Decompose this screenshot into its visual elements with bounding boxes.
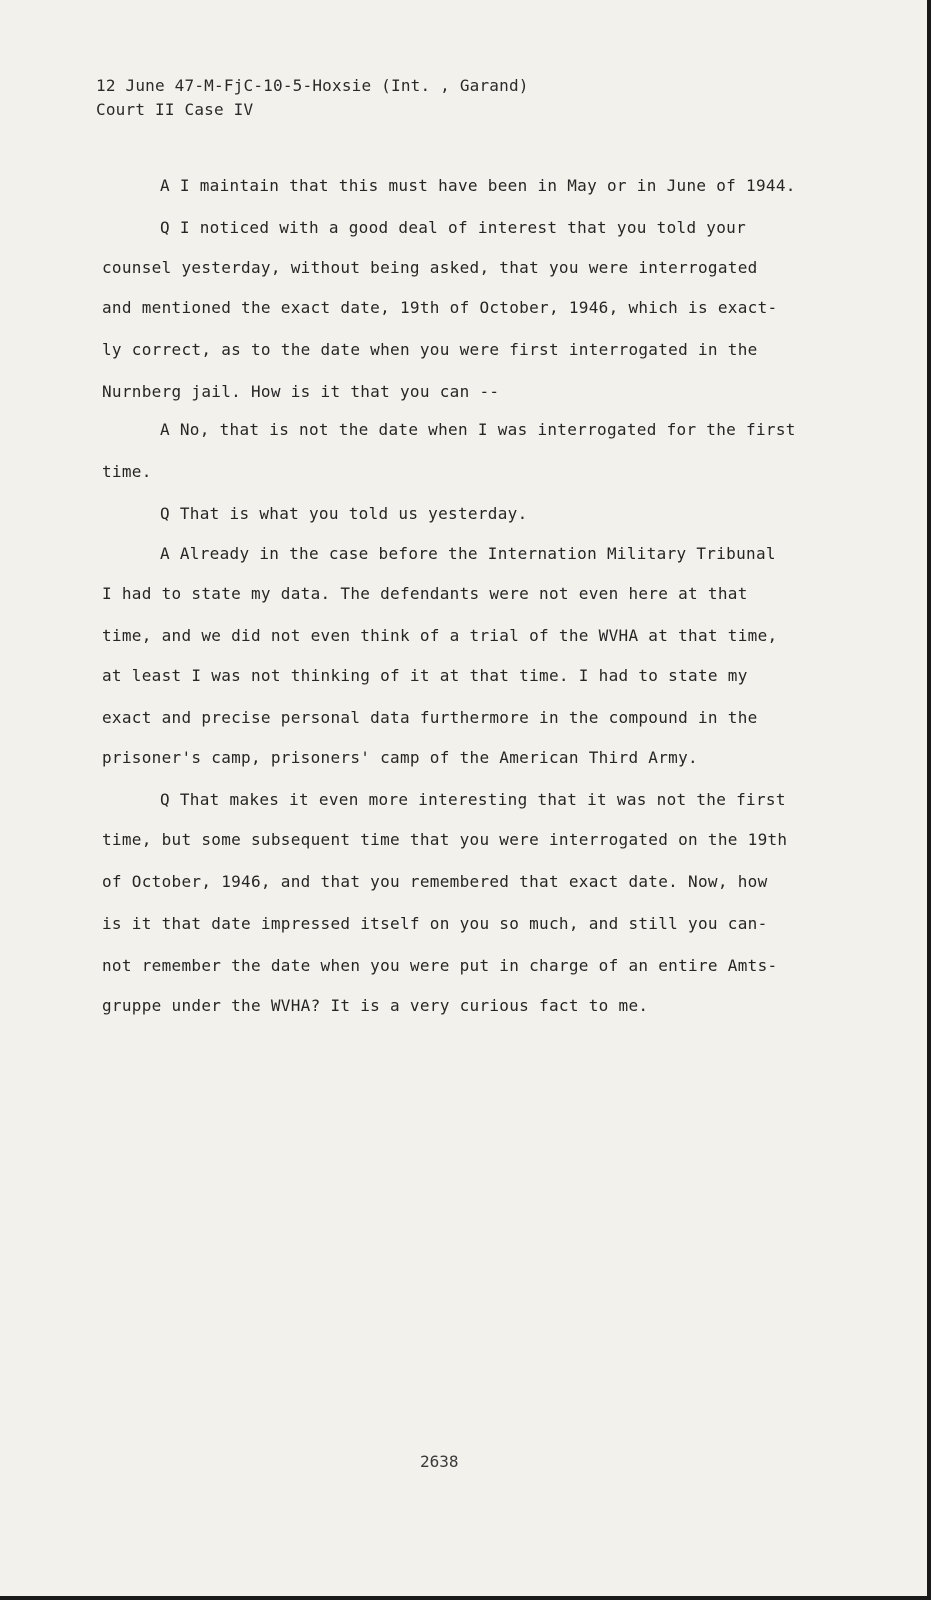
header-court-case-line: Court II Case IV — [96, 100, 254, 119]
transcript-line: is it that date impressed itself on you so much, and still you can- — [102, 914, 768, 933]
transcript-line: Q That makes it even more interesting that it was not the first — [160, 790, 786, 809]
page-number: 2638 — [420, 1452, 459, 1471]
transcript-line: not remember the date when you were put in charge of an entire Amts- — [102, 956, 778, 975]
transcript-line: and mentioned the exact date, 19th of October, 1946, which is exact- — [102, 298, 778, 317]
transcript-line: counsel yesterday, without being asked, that you were interrogated — [102, 258, 758, 277]
transcript-line: A I maintain that this must have been in May or in June of 1944. — [160, 176, 796, 195]
header-session-line: 12 June 47-M-FjC-10-5-Hoxsie (Int. , Garand) — [96, 76, 529, 95]
transcript-line: Q That is what you told us yesterday. — [160, 504, 528, 523]
transcript-line: time, and we did not even think of a trial of the WVHA at that time, — [102, 626, 778, 645]
transcript-line: Nurnberg jail. How is it that you can -- — [102, 382, 500, 401]
transcript-line: gruppe under the WVHA? It is a very curious fact to me. — [102, 996, 649, 1015]
transcript-line: of October, 1946, and that you remembered that exact date. Now, how — [102, 872, 768, 891]
transcript-line: exact and precise personal data furthermore in the compound in the — [102, 708, 758, 727]
transcript-line: time. — [102, 462, 152, 481]
transcript-line: ly correct, as to the date when you were first interrogated in the — [102, 340, 758, 359]
transcript-line: Q I noticed with a good deal of interest that you told your — [160, 218, 747, 237]
transcript-line: A No, that is not the date when I was interrogated for the first — [160, 420, 796, 439]
transcript-line: I had to state my data. The defendants were not even here at that — [102, 584, 748, 603]
transcript-line: prisoner's camp, prisoners' camp of the American Third Army. — [102, 748, 698, 767]
transcript-line: time, but some subsequent time that you were interrogated on the 19th — [102, 830, 788, 849]
transcript-line: A Already in the case before the Internation Military Tribunal — [160, 544, 776, 563]
transcript-line: at least I was not thinking of it at that time. I had to state my — [102, 666, 748, 685]
